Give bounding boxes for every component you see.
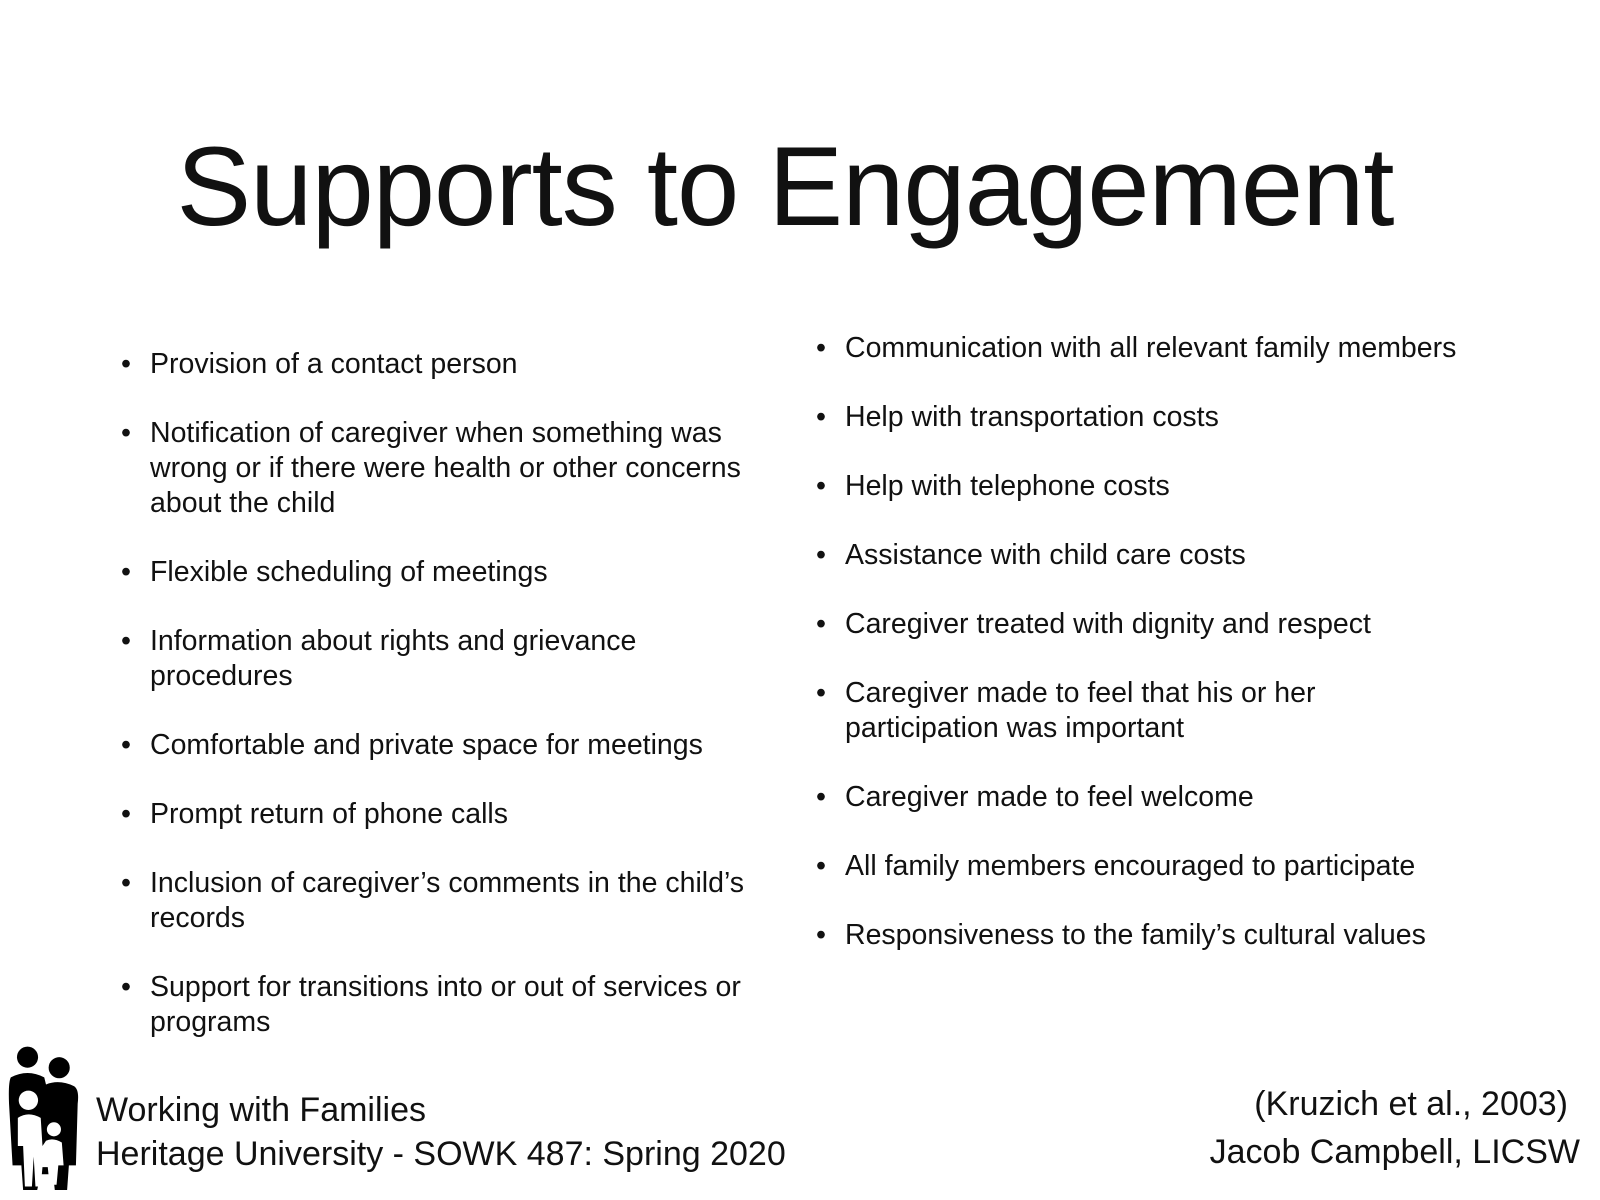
list-item: • Caregiver made to feel welcome — [845, 780, 1465, 815]
list-item: • Provision of a contact person — [150, 347, 770, 382]
course-footer — [96, 1088, 786, 1176]
right-bullet-list — [845, 331, 1465, 987]
list-item: • Communication with all relevant family members — [845, 331, 1465, 366]
family-logo-icon — [2, 1034, 90, 1200]
list-item: • Caregiver made to feel that his or her participation was important — [845, 676, 1465, 746]
list-item: • Prompt return of phone calls — [150, 797, 770, 832]
list-item: • Assistance with child care costs — [845, 538, 1465, 573]
list-item: • Inclusion of caregiver’s comments in the child’s records — [150, 866, 770, 936]
list-item: • Caregiver treated with dignity and respect — [845, 607, 1465, 642]
list-item: • Information about rights and grievance procedures — [150, 624, 770, 694]
list-item: • Support for transitions into or out of services or programs — [150, 970, 770, 1040]
left-bullet-list — [150, 347, 770, 1074]
list-item: • Flexible scheduling of meetings — [150, 555, 770, 590]
citation-footer — [1210, 1080, 1580, 1176]
list-item: • Notification of caregiver when something was wrong or if there were health or other concerns about the child — [150, 416, 770, 521]
list-item: • All family members encouraged to participate — [845, 849, 1465, 884]
course-name: Working with Families — [96, 1091, 427, 1129]
list-item: • Responsiveness to the family’s cultural values — [845, 918, 1465, 953]
slide-title: Supports to Engagement — [176, 124, 1394, 249]
list-item: • Help with telephone costs — [845, 469, 1465, 504]
university-course: Heritage University - SOWK 487: Spring 2020 — [96, 1135, 786, 1173]
author: Jacob Campbell, LICSW — [1209, 1133, 1580, 1171]
citation: (Kruzich et al., 2003) — [1254, 1085, 1568, 1123]
list-item: • Help with transportation costs — [845, 400, 1465, 435]
list-item: • Comfortable and private space for meetings — [150, 728, 770, 763]
